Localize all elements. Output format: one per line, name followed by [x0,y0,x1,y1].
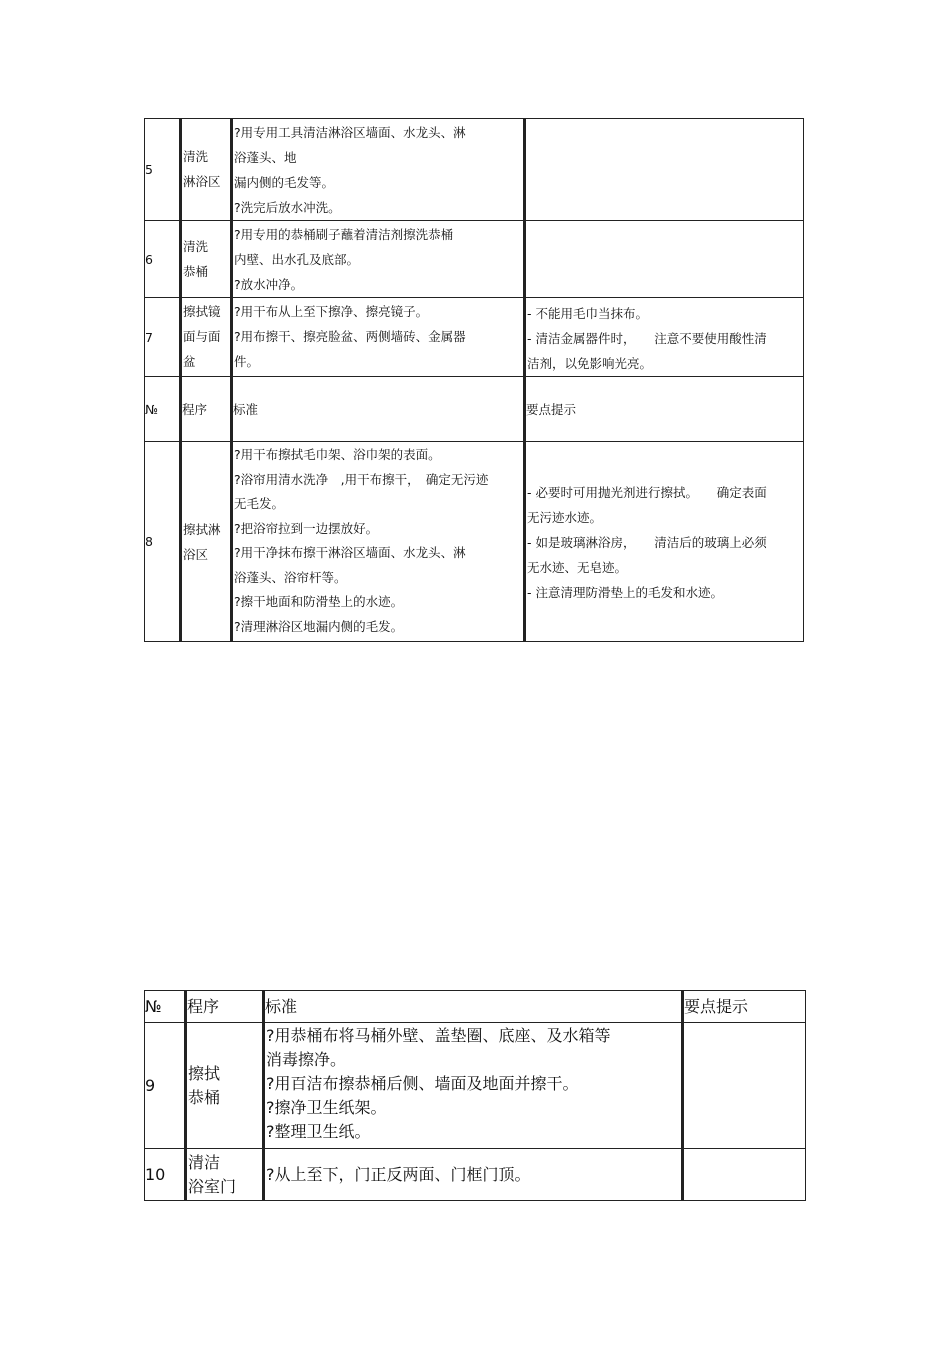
procedure-cell: 清洗 淋浴区 [181,119,232,221]
row-number: 8 [145,442,181,642]
table-header-row [145,991,806,1023]
table-row [145,1023,806,1149]
tips-cell [683,1149,806,1201]
row-number: 7 [145,298,181,377]
row-number: 10 [145,1149,186,1201]
procedure-cell: 清洁 浴室门 [186,1149,264,1201]
standard-cell: ?用专用工具清洁淋浴区墙面、水龙头、淋 浴蓬头、地 漏内侧的毛发等。 ?洗完后放水冲洗。 [232,119,525,221]
standard-cell: ?从上至下，门正反两面、门框门顶。 [264,1149,683,1201]
table-row [145,1149,806,1201]
row-number: 6 [145,221,181,298]
table-row [145,298,804,377]
header-tips: 要点提示 [683,991,806,1023]
standard-cell: ?用专用的恭桶刷子蘸着清洁剂擦洗恭桶 内壁、出水孔及底部。 ?放水冲净。 [232,221,525,298]
header-standard: 标准 [264,991,683,1023]
table-row [145,119,804,221]
table-row [145,221,804,298]
procedure-cell: 擦拭镜 面与面 盆 [181,298,232,377]
table-header-row [145,377,804,442]
table-row [145,442,804,642]
procedure-cell: 擦拭淋 浴区 [181,442,232,642]
standard-cell: ?用干布擦拭毛巾架、浴巾架的表面。 ?浴帘用清水洗净 ,用干布擦干， 确定无污迹 无毛发。 ?把浴帘拉到一边摆放好。 ?用干净抹布擦干淋浴区墙面、水龙头、淋 浴蓬头、浴帘杆等。 ?擦干地面和防滑垫上的水迹。 ?清理淋浴区地漏内侧的毛发。 [232,442,525,642]
header-number: № [145,377,181,442]
header-procedure: 程序 [181,377,232,442]
cleaning-procedure-table-2 [144,990,806,1201]
row-number: 9 [145,1023,186,1149]
tips-cell [525,221,804,298]
header-number: № [145,991,186,1023]
standard-cell: ?用干布从上至下擦净、擦亮镜子。 ?用布擦干、擦亮脸盆、两侧墙砖、金属器 件。 [232,298,525,377]
row-number: 5 [145,119,181,221]
header-standard: 标准 [232,377,525,442]
cleaning-procedure-table-1 [144,118,804,642]
procedure-cell: 擦拭 恭桶 [186,1023,264,1149]
header-tips: 要点提示 [525,377,804,442]
header-procedure: 程序 [186,991,264,1023]
tips-cell: - 不能用毛巾当抹布。 - 清洁金属器件时， 注意不要使用酸性清 洁剂，以免影响光亮。 [525,298,804,377]
tips-cell [683,1023,806,1149]
procedure-cell: 清洗 恭桶 [181,221,232,298]
tips-cell: - 必要时可用抛光剂进行擦拭。 确定表面 无污迹水迹。 - 如是玻璃淋浴房， 清洁后的玻璃上必须 无水迹、无皂迹。 - 注意清理防滑垫上的毛发和水迹。 [525,442,804,642]
standard-cell: ?用恭桶布将马桶外壁、盖垫圈、底座、及水箱等 消毒擦净。 ?用百洁布擦恭桶后侧、墙面及地面并擦干。 ?擦净卫生纸架。 ?整理卫生纸。 [264,1023,683,1149]
tips-cell [525,119,804,221]
